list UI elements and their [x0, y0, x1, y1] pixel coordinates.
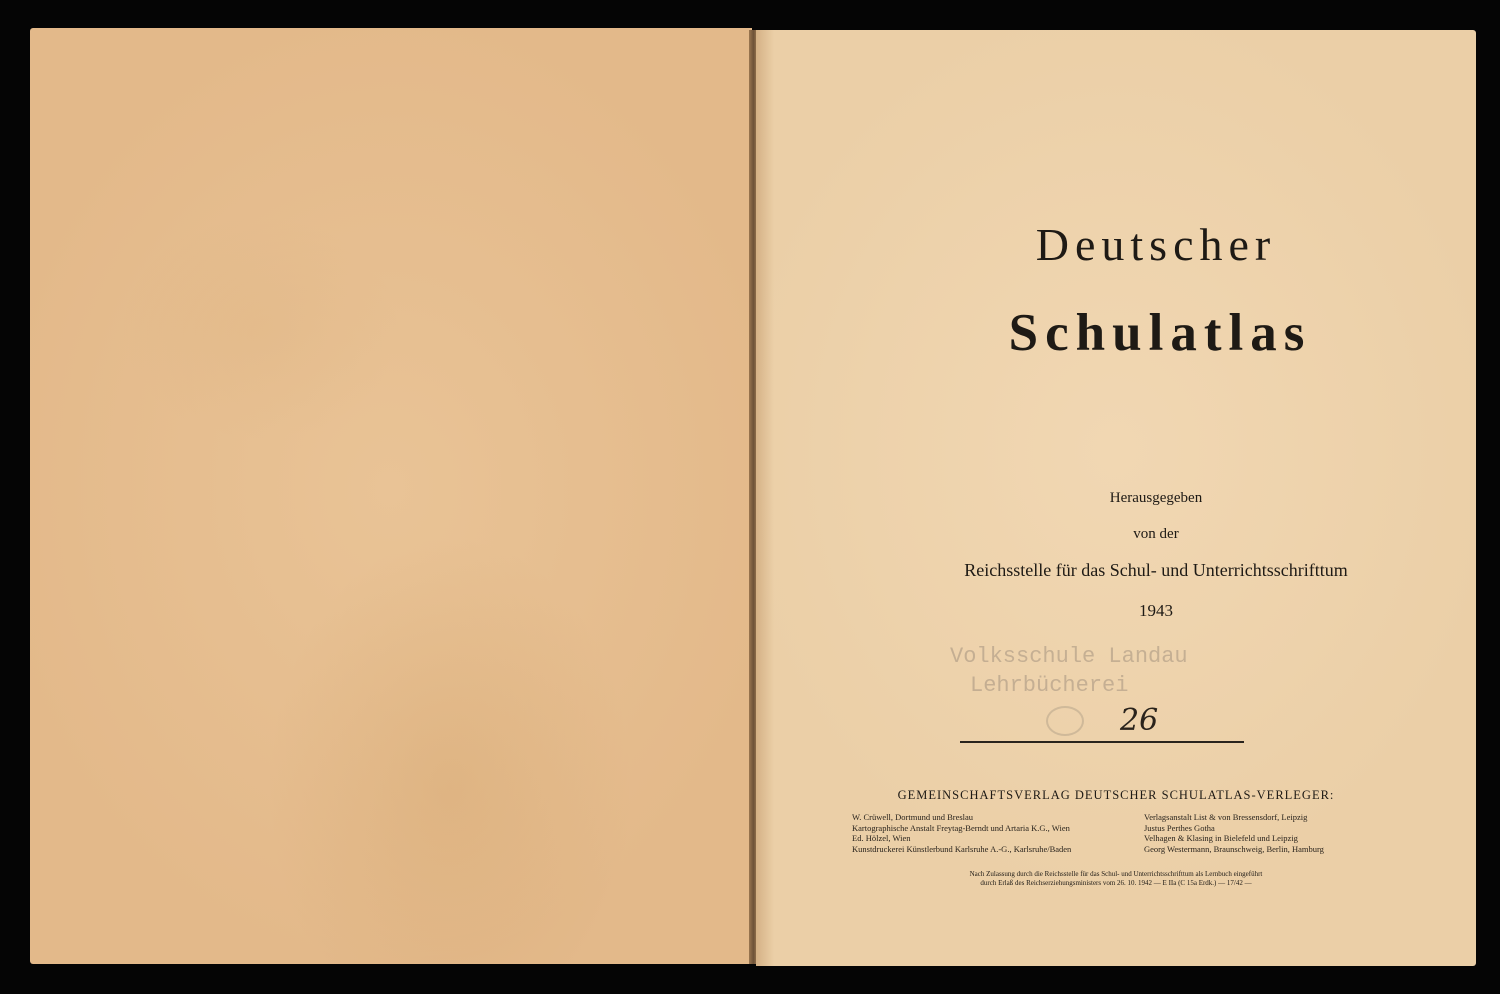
institution-name: Reichsstelle für das Schul- und Unterrichtsschrifttum: [964, 560, 1348, 580]
left-page: [30, 28, 752, 964]
publisher-entry: W. Crüwell, Dortmund und Breslau: [852, 812, 974, 822]
publishers-left-column: [852, 812, 1071, 854]
editor-line-1: Herausgegeben: [1109, 490, 1203, 506]
approval-note-line-1: Nach Zulassung durch die Reichsstelle für das Schul- und Unterrichtsschrifttum als Lernbuch eingeführt: [969, 870, 1263, 878]
library-stamp-line-2: Lehrbücherei: [970, 673, 1129, 698]
publisher-entry: Kartographische Anstalt Freytag-Berndt und Artaria K.G., Wien: [852, 822, 1070, 833]
publisher-entry: Ed. Hölzel, Wien: [852, 833, 911, 843]
editor-line-2: von der: [1133, 526, 1179, 542]
signature-rule: [960, 741, 1244, 743]
publishers-right-column: [1144, 812, 1324, 854]
publisher-entry: Justus Perthes Gotha: [1144, 822, 1215, 833]
publisher-heading: GEMEINSCHAFTSVERLAG DEUTSCHER SCHULATLAS-VERLEGER:: [897, 788, 1335, 802]
stamp-emblem-icon: [1046, 706, 1084, 736]
publisher-entry: Verlagsanstalt List & von Bressensdorf, Leipzig: [1144, 812, 1308, 822]
publisher-entry: Velhagen & Klasing in Bielefeld und Leipzig: [1144, 833, 1298, 843]
approval-note: [756, 870, 1476, 888]
title-line-1: Deutscher: [1035, 219, 1277, 270]
publisher-entry: Georg Westermann, Braunschweig, Berlin, Hamburg: [1144, 843, 1324, 854]
library-stamp-line-1: Volksschule Landau: [950, 644, 1188, 669]
publication-year: 1943: [1139, 601, 1173, 620]
title-line-2: Schulatlas: [1008, 304, 1312, 362]
handwritten-inventory-number: 26: [1120, 703, 1159, 738]
approval-note-line-2: durch Erlaß des Reichserziehungsministers vom 26. 10. 1942 — E IIa (C 15a Erdk.) — 17/42 —: [980, 879, 1252, 887]
title-page: [756, 30, 1476, 966]
publisher-entry: Kunstdruckerei Künstlerbund Karlsruhe A.-G., Karlsruhe/Baden: [852, 843, 1072, 854]
